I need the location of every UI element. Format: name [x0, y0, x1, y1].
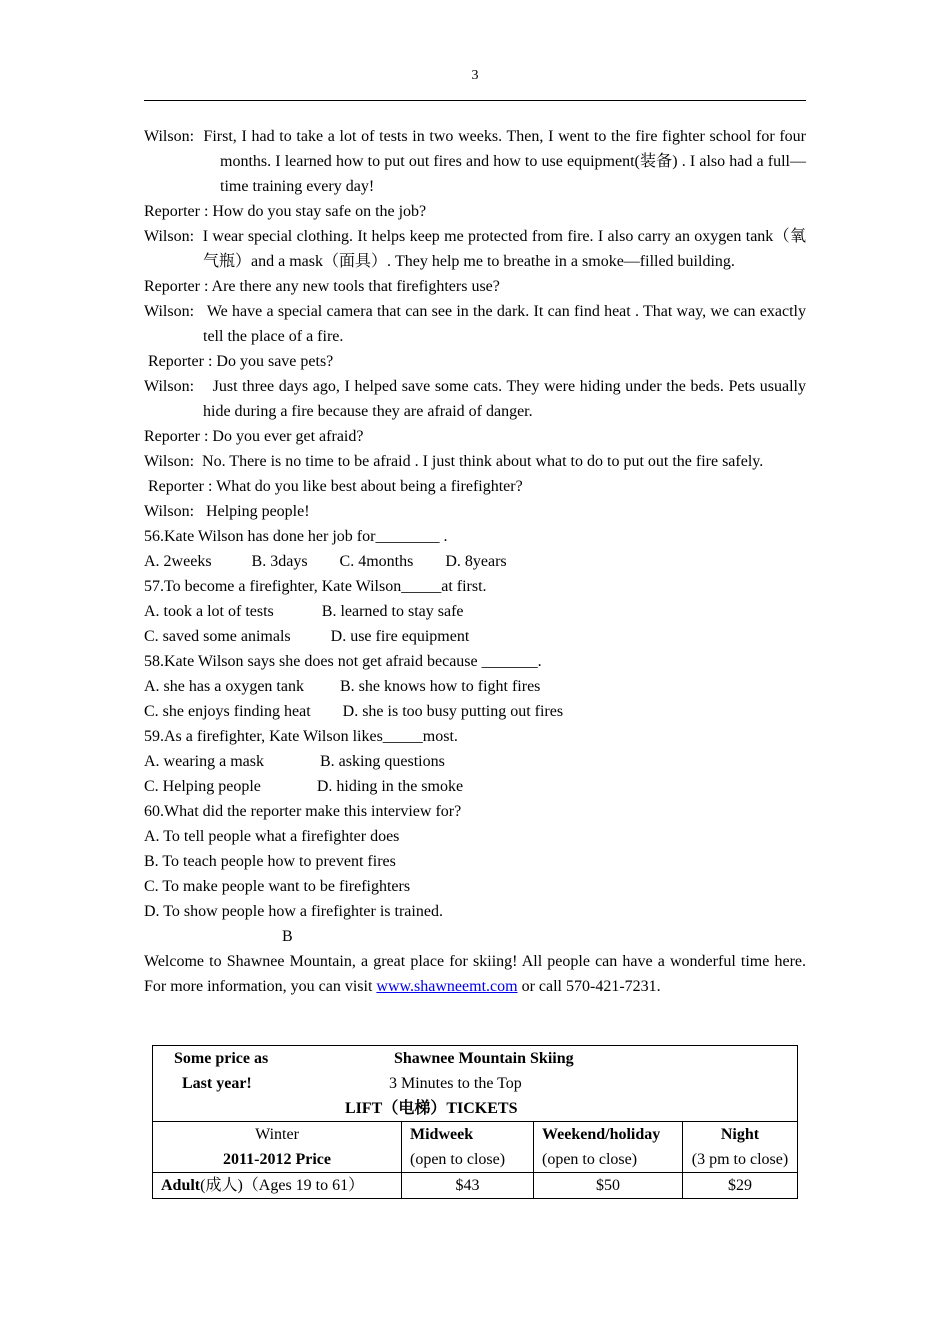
question-options: A. took a lot of tests B. learned to stay safe	[144, 603, 464, 620]
turn-text: Helping people!	[206, 503, 310, 520]
website-link[interactable]: www.shawneemt.com	[376, 978, 518, 995]
interview-turn	[144, 299, 806, 349]
turn-text: Are there any new tools that firefighters use?	[211, 278, 500, 295]
table-row	[153, 1173, 798, 1199]
column-header-row	[153, 1122, 798, 1173]
header-rule	[144, 100, 806, 101]
row-label	[153, 1173, 402, 1199]
turn-text: We have a special camera that can see in the dark. It can find heat . That way, we can exactly tell the place of a fire.	[203, 303, 806, 345]
question-options: A. To tell people what a firefighter does	[144, 828, 400, 845]
promo-line: Last year!	[182, 1075, 252, 1092]
price-cell: $50	[534, 1173, 683, 1199]
promo-line: Some price as	[174, 1050, 269, 1067]
turn-text: I wear special clothing. It helps keep me protected from fire. I also carry an oxygen tank（氧气瓶）and a mask（面具）. They help me to breathe in a smoke—filled building.	[202, 228, 806, 270]
row-label-rest: (成人)（Ages 19 to 61）	[200, 1177, 365, 1194]
season-price-label: 2011-2012 Price	[223, 1151, 331, 1168]
column-header-weekend	[534, 1122, 683, 1173]
turn-text: Just three days ago, I helped save some cats. They were hiding under the beds. Pets usually hide during a fire because they are afraid of danger.	[203, 378, 807, 420]
question-options: A. she has a oxygen tank B. she knows how to fight fires	[144, 678, 541, 695]
page-content	[144, 124, 806, 999]
turn-text: No. There is no time to be afraid . I just think about what to do to put out the fire safely.	[202, 453, 764, 470]
turn-text: Do you ever get afraid?	[212, 428, 364, 445]
speaker: Wilson:	[144, 228, 195, 245]
table-heading: LIFT（电梯）TICKETS	[345, 1100, 518, 1117]
column-header-night	[683, 1122, 798, 1173]
season-label: Winter	[255, 1126, 299, 1143]
intro-text-end: or call 570-421-7231.	[517, 978, 661, 995]
speaker: Reporter :	[144, 278, 209, 295]
interview-turn	[144, 274, 806, 299]
speaker: Reporter :	[148, 353, 213, 370]
speaker: Reporter :	[144, 428, 209, 445]
turn-text: What do you like best about being a firefighter?	[216, 478, 523, 495]
page-number: 3	[471, 68, 479, 83]
speaker: Reporter :	[148, 478, 213, 495]
question-options: C. To make people want to be firefighters	[144, 878, 411, 895]
interview-turn	[144, 474, 806, 499]
question-stem: 57.To become a firefighter, Kate Wilson_____at first.	[144, 578, 487, 595]
interview-turn	[144, 349, 806, 374]
column-name: Midweek	[410, 1126, 474, 1143]
question-options: D. To show people how a firefighter is trained.	[144, 903, 443, 920]
speaker: Wilson:	[144, 453, 195, 470]
turn-text: First, I had to take a lot of tests in two weeks. Then, I went to the fire fighter school for four months. I learned how to put out fires and how to use equipment(装备) . I also had a full—time training every day!	[203, 128, 806, 195]
section-intro	[144, 949, 806, 999]
table-title: Shawnee Mountain Skiing	[394, 1050, 574, 1067]
question-options: A. wearing a mask B. asking questions	[144, 753, 445, 770]
speaker: Wilson:	[144, 128, 195, 145]
column-hours: (open to close)	[542, 1151, 638, 1168]
turn-text: How do you stay safe on the job?	[212, 203, 427, 220]
question-stem: 58.Kate Wilson says she does not get afraid because _______.	[144, 653, 542, 670]
speaker: Wilson:	[144, 378, 195, 395]
season-header	[153, 1122, 402, 1173]
question-stem: 56.Kate Wilson has done her job for________ .	[144, 528, 448, 545]
speaker: Reporter :	[144, 203, 209, 220]
table-header-row	[153, 1046, 798, 1122]
interview-turn	[144, 199, 806, 224]
question-options: C. Helping people D. hiding in the smoke	[144, 778, 464, 795]
interview-turn	[144, 374, 806, 424]
interview-turn	[144, 499, 806, 524]
column-name: Night	[720, 1126, 760, 1143]
header-cell	[153, 1046, 798, 1122]
section-letter: B	[282, 928, 293, 945]
column-name: Weekend/holiday	[542, 1126, 661, 1143]
turn-text: Do you save pets?	[216, 353, 334, 370]
question-options: C. saved some animals D. use fire equipment	[144, 628, 470, 645]
question-options: B. To teach people how to prevent fires	[144, 853, 396, 870]
interview-turn	[144, 124, 806, 199]
intro-text: Welcome to Shawnee Mountain, a great place for skiing! All people can have a wonderful time here. For more information, you can visit	[144, 953, 806, 995]
column-header-midweek	[402, 1122, 534, 1173]
column-hours: (open to close)	[410, 1151, 506, 1168]
table-subtitle: 3 Minutes to the Top	[389, 1075, 522, 1092]
speaker: Wilson:	[144, 503, 195, 520]
question-options: C. she enjoys finding heat D. she is too busy putting out fires	[144, 703, 564, 720]
question-stem: 59.As a firefighter, Kate Wilson likes_____most.	[144, 728, 458, 745]
question-options: A. 2weeks B. 3days C. 4months D. 8years	[144, 553, 507, 570]
question-stem: 60.What did the reporter make this interview for?	[144, 803, 462, 820]
interview-turn	[144, 424, 806, 449]
column-hours: (3 pm to close)	[691, 1151, 789, 1168]
ticket-table	[152, 1045, 798, 1199]
speaker: Wilson:	[144, 303, 195, 320]
interview-turn	[144, 449, 806, 474]
price-cell: $43	[402, 1173, 534, 1199]
interview-turn	[144, 224, 806, 274]
row-label-bold: Adult	[161, 1177, 201, 1194]
price-cell: $29	[683, 1173, 798, 1199]
